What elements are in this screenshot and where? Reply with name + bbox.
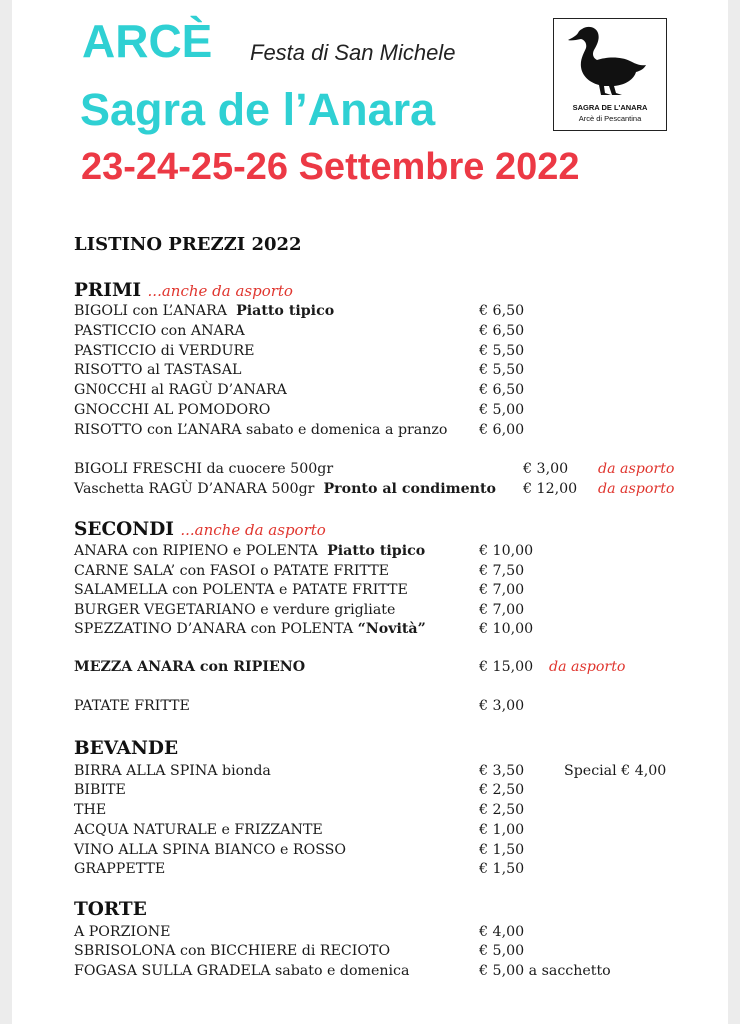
item-price: € 6,50 xyxy=(479,323,525,339)
menu-item xyxy=(74,402,734,422)
drink-item xyxy=(74,822,734,842)
menu-item xyxy=(74,343,734,363)
section-title: PRIMI xyxy=(74,280,142,301)
item-name: GRAPPETTE xyxy=(74,861,166,877)
item-name: A PORZIONE xyxy=(74,924,171,940)
section-note: ...anche da asporto xyxy=(147,282,293,300)
section-primi xyxy=(74,280,293,301)
header-sagra: Sagra de l’Anara xyxy=(80,84,436,135)
menu-item-mezza xyxy=(74,659,734,679)
item-price: € 5,00 a sacchetto xyxy=(479,963,611,979)
menu-item xyxy=(74,621,734,641)
takeaway-item xyxy=(74,461,734,481)
item-tag: Pronto al condimento xyxy=(323,481,496,497)
menu-item xyxy=(74,303,734,323)
menu-item xyxy=(74,382,734,402)
item-name: BIGOLI con L’ANARA xyxy=(74,303,228,319)
item-price: € 2,50 xyxy=(479,782,525,798)
duck-icon xyxy=(564,23,656,101)
item-price: € 7,00 xyxy=(479,582,525,598)
item-price: € 5,00 xyxy=(479,943,525,959)
item-name: Vaschetta RAGÙ D’ANARA 500gr xyxy=(74,481,315,497)
item-name: MEZZA ANARA con RIPIENO xyxy=(74,659,306,675)
item-name: PASTICCIO con ANARA xyxy=(74,323,245,339)
item-name: RISOTTO con L’ANARA sabato e domenica a pranzo xyxy=(74,422,448,438)
drink-item xyxy=(74,802,734,822)
item-name: BIRRA ALLA SPINA bionda xyxy=(74,763,271,779)
item-price: € 10,00 xyxy=(479,543,534,559)
section-bevande xyxy=(74,738,178,759)
cake-item xyxy=(74,963,734,983)
drink-item xyxy=(74,763,734,783)
item-name: BURGER VEGETARIANO e verdure grigliate xyxy=(74,602,396,618)
item-tag: “Novità” xyxy=(357,621,426,637)
menu-item xyxy=(74,602,734,622)
logo-subtitle: Arcè di Pescantina xyxy=(578,114,642,123)
item-price: € 12,00 xyxy=(523,481,578,497)
menu-page xyxy=(12,0,728,1024)
sagra-logo xyxy=(553,18,667,131)
item-name: THE xyxy=(74,802,107,818)
item-name: GN0CCHI al RAGÙ D’ANARA xyxy=(74,382,287,398)
item-price: € 1,00 xyxy=(479,822,525,838)
item-price: € 6,50 xyxy=(479,303,525,319)
item-name: RISOTTO al TASTASAL xyxy=(74,362,242,378)
cake-item xyxy=(74,943,734,963)
logo-title: SAGRA DE L'ANARA xyxy=(572,103,648,112)
item-name: BIGOLI FRESCHI da cuocere 500gr xyxy=(74,461,334,477)
item-name: SBRISOLONA con BICCHIERE di RECIOTO xyxy=(74,943,391,959)
item-name: ANARA con RIPIENO e POLENTA xyxy=(74,543,319,559)
item-price: € 5,50 xyxy=(479,343,525,359)
section-note: ...anche da asporto xyxy=(180,521,326,539)
header-dates: 23-24-25-26 Settembre 2022 xyxy=(81,146,580,188)
header-festa: Festa di San Michele xyxy=(250,40,456,65)
drink-item xyxy=(74,861,734,881)
item-name: SPEZZATINO D’ANARA con POLENTA xyxy=(74,621,354,637)
menu-item xyxy=(74,362,734,382)
item-price: € 6,50 xyxy=(479,382,525,398)
menu-item xyxy=(74,323,734,343)
item-tag: Piatto tipico xyxy=(327,543,426,559)
item-price: € 3,50 xyxy=(479,763,525,779)
takeaway-note: da asporto xyxy=(598,461,675,477)
section-title: SECONDI xyxy=(74,519,174,540)
takeaway-note: da asporto xyxy=(549,659,626,675)
section-title: BEVANDE xyxy=(74,738,179,759)
item-price: € 1,50 xyxy=(479,842,525,858)
section-title: TORTE xyxy=(74,899,147,920)
price-list-title: LISTINO PREZZI 2022 xyxy=(74,234,302,255)
item-name: GNOCCHI AL POMODORO xyxy=(74,402,271,418)
item-price: € 5,50 xyxy=(479,362,525,378)
cake-item xyxy=(74,924,734,944)
item-name: VINO ALLA SPINA BIANCO e ROSSO xyxy=(74,842,347,858)
menu-item xyxy=(74,582,734,602)
item-price: € 3,00 xyxy=(479,698,525,714)
menu-item xyxy=(74,563,734,583)
item-name: FOGASA SULLA GRADELA sabato e domenica xyxy=(74,963,410,979)
item-price: € 15,00 xyxy=(479,659,534,675)
menu-item-patate xyxy=(74,698,734,718)
menu-item xyxy=(74,422,734,442)
item-extra-price: Special € 4,00 xyxy=(564,763,667,779)
item-price: € 3,00 xyxy=(523,461,569,477)
item-name: PASTICCIO di VERDURE xyxy=(74,343,255,359)
takeaway-item xyxy=(74,481,734,501)
item-name: CARNE SALA’ con FASOI o PATATE FRITTE xyxy=(74,563,390,579)
item-name: ACQUA NATURALE e FRIZZANTE xyxy=(74,822,323,838)
item-price: € 7,00 xyxy=(479,602,525,618)
section-secondi xyxy=(74,519,326,540)
header-arce: ARCÈ xyxy=(82,15,213,67)
item-price: € 1,50 xyxy=(479,861,525,877)
item-name: PATATE FRITTE xyxy=(74,698,190,714)
drink-item xyxy=(74,842,734,862)
menu-item xyxy=(74,543,734,563)
item-price: € 10,00 xyxy=(479,621,534,637)
item-price: € 2,50 xyxy=(479,802,525,818)
item-tag: Piatto tipico xyxy=(236,303,335,319)
item-price: € 7,50 xyxy=(479,563,525,579)
section-torte xyxy=(74,899,147,920)
drink-item xyxy=(74,782,734,802)
item-price: € 5,00 xyxy=(479,402,525,418)
item-price: € 4,00 xyxy=(479,924,525,940)
takeaway-note: da asporto xyxy=(598,481,675,497)
item-name: SALAMELLA con POLENTA e PATATE FRITTE xyxy=(74,582,408,598)
item-name: BIBITE xyxy=(74,782,126,798)
item-price: € 6,00 xyxy=(479,422,525,438)
